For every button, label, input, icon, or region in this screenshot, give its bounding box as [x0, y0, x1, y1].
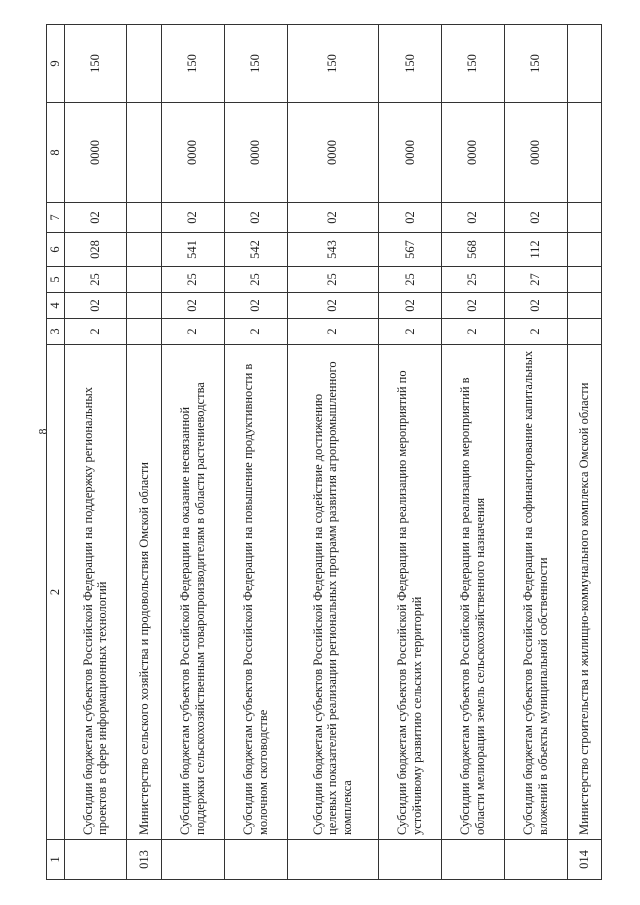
code-cell-6: 567 [378, 233, 441, 267]
code-cell-4: 02 [504, 293, 567, 319]
table-header-row [47, 25, 65, 880]
table-row [378, 25, 441, 880]
code-cell-6 [567, 233, 601, 267]
code-cell-3: 2 [161, 319, 224, 345]
income-name-cell: Субсидии бюджетам субъектов Российской Федерации на оказание несвязанной поддержки сельскохозяйственным товаропроизводителям в области растениеводства [161, 345, 224, 840]
table-row [127, 25, 161, 880]
code-cell-3: 2 [287, 319, 378, 345]
column-header: 1 [47, 840, 65, 880]
code-cell-5: 27 [504, 267, 567, 293]
code-cell-4: 02 [441, 293, 504, 319]
code-cell-5: 25 [378, 267, 441, 293]
code-cell-7: 02 [441, 203, 504, 233]
admin-code-cell [64, 840, 127, 880]
column-header: 4 [47, 293, 65, 319]
code-cell-4: 02 [378, 293, 441, 319]
code-cell-5 [127, 267, 161, 293]
code-cell-6: 542 [224, 233, 287, 267]
income-name-cell: Субсидии бюджетам субъектов Российской Федерации на поддержку региональных проектов в сфере информационных технологий [64, 345, 127, 840]
code-cell-5: 25 [441, 267, 504, 293]
code-cell-6: 112 [504, 233, 567, 267]
admin-code-cell [504, 840, 567, 880]
code-cell-8: 0000 [378, 103, 441, 203]
code-cell-8: 0000 [287, 103, 378, 203]
column-header: 2 [47, 345, 65, 840]
code-cell-9: 150 [64, 25, 127, 103]
table-row [224, 25, 287, 880]
code-cell-5: 25 [161, 267, 224, 293]
code-cell-7 [127, 203, 161, 233]
code-cell-7: 02 [287, 203, 378, 233]
code-cell-8: 0000 [504, 103, 567, 203]
admin-code-cell [378, 840, 441, 880]
income-name-cell: Министерство строительства и жилищно-коммунального комплекса Омской области [567, 345, 601, 840]
table-row [567, 25, 601, 880]
code-cell-8: 0000 [224, 103, 287, 203]
code-cell-8: 0000 [161, 103, 224, 203]
income-name-cell: Субсидии бюджетам субъектов Российской Федерации на реализацию мероприятий в области мелиорации земель сельскохозяйственного назначения [441, 345, 504, 840]
code-cell-6: 568 [441, 233, 504, 267]
column-header: 9 [47, 25, 65, 103]
code-cell-9: 150 [441, 25, 504, 103]
code-cell-9: 150 [504, 25, 567, 103]
admin-code-cell [287, 840, 378, 880]
column-header: 7 [47, 203, 65, 233]
code-cell-7: 02 [64, 203, 127, 233]
code-cell-8: 0000 [441, 103, 504, 203]
code-cell-9: 150 [161, 25, 224, 103]
code-cell-4: 02 [224, 293, 287, 319]
code-cell-9: 150 [378, 25, 441, 103]
admin-code-cell [161, 840, 224, 880]
code-cell-9 [127, 25, 161, 103]
income-name-cell: Субсидии бюджетам субъектов Российской Федерации на повышение продуктивности в молочном скотоводстве [224, 345, 287, 840]
code-cell-7: 02 [378, 203, 441, 233]
code-cell-8 [127, 103, 161, 203]
code-cell-7: 02 [161, 203, 224, 233]
admin-code-cell: 013 [127, 840, 161, 880]
code-cell-5: 25 [64, 267, 127, 293]
budget-classification-table [46, 24, 602, 880]
column-header: 8 [47, 103, 65, 203]
table-row [287, 25, 378, 880]
code-cell-3: 2 [64, 319, 127, 345]
code-cell-3: 2 [378, 319, 441, 345]
code-cell-4: 02 [161, 293, 224, 319]
admin-code-cell: 014 [567, 840, 601, 880]
code-cell-4 [567, 293, 601, 319]
code-cell-7: 02 [504, 203, 567, 233]
income-name-cell: Субсидии бюджетам субъектов Российской Федерации на софинансирование капитальных вложений в объекты муниципальной собственности [504, 345, 567, 840]
table-row [504, 25, 567, 880]
income-name-cell: Субсидии бюджетам субъектов Российской Федерации на реализацию мероприятий по устойчивому развитию сельских территорий [378, 345, 441, 840]
code-cell-8: 0000 [64, 103, 127, 203]
code-cell-9: 150 [287, 25, 378, 103]
code-cell-3: 2 [441, 319, 504, 345]
code-cell-5: 25 [224, 267, 287, 293]
code-cell-5: 25 [287, 267, 378, 293]
code-cell-4 [127, 293, 161, 319]
code-cell-7: 02 [224, 203, 287, 233]
admin-code-cell [441, 840, 504, 880]
column-header: 5 [47, 267, 65, 293]
code-cell-6: 541 [161, 233, 224, 267]
admin-code-cell [224, 840, 287, 880]
table-row [441, 25, 504, 880]
code-cell-8 [567, 103, 601, 203]
code-cell-6: 543 [287, 233, 378, 267]
income-name-cell: Министерство сельского хозяйства и продовольствия Омской области [127, 345, 161, 840]
code-cell-3: 2 [504, 319, 567, 345]
table-row [161, 25, 224, 880]
code-cell-7 [567, 203, 601, 233]
page-number: 8 [35, 428, 50, 435]
code-cell-9: 150 [224, 25, 287, 103]
code-cell-6 [127, 233, 161, 267]
code-cell-4: 02 [287, 293, 378, 319]
income-name-cell: Субсидии бюджетам субъектов Российской Федерации на содействие достижению целевых показателей реализации региональных программ развития агропромышленного комплекса [287, 345, 378, 840]
code-cell-9 [567, 25, 601, 103]
code-cell-4: 02 [64, 293, 127, 319]
code-cell-3: 2 [224, 319, 287, 345]
code-cell-3 [567, 319, 601, 345]
rotated-page-content [46, 25, 602, 880]
column-header: 3 [47, 319, 65, 345]
column-header: 6 [47, 233, 65, 267]
code-cell-3 [127, 319, 161, 345]
table-row [64, 25, 127, 880]
code-cell-6: 028 [64, 233, 127, 267]
code-cell-5 [567, 267, 601, 293]
